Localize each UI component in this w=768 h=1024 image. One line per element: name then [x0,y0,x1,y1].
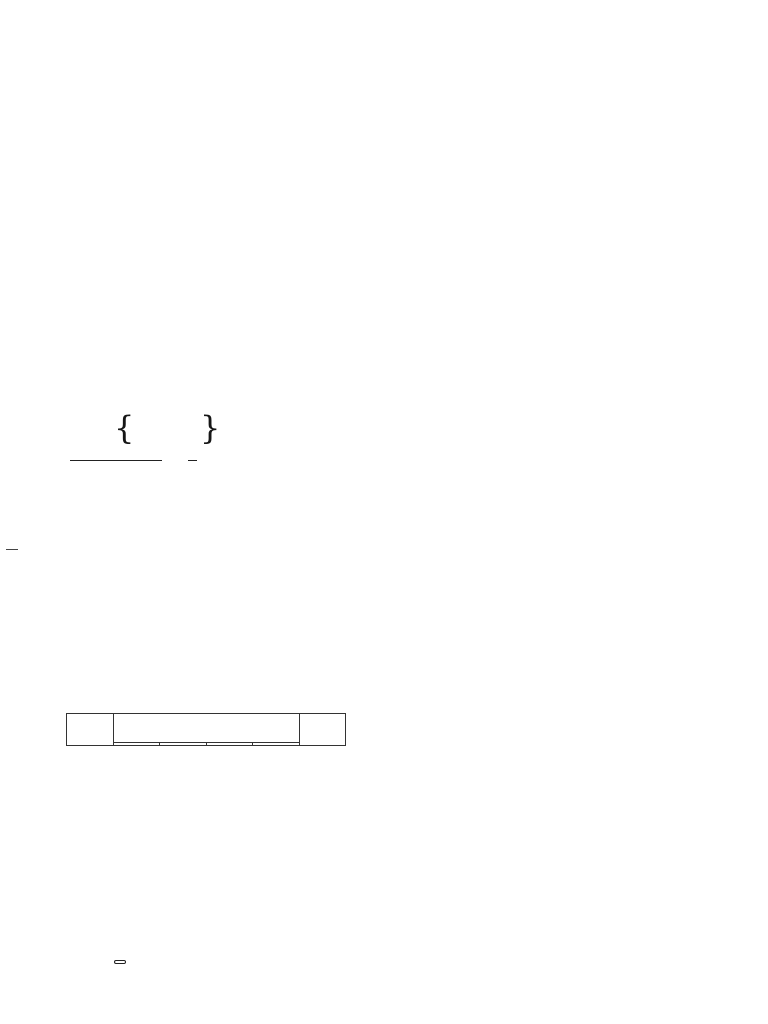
page-2 [384,0,768,540]
half-x-num [188,460,197,461]
transition-matrix [92,942,212,1004]
page-4 [384,560,768,1024]
mesh-left-labels [494,108,526,188]
th-average [160,743,207,746]
researcher-table [66,713,346,746]
square-mesh [494,96,714,208]
matrix-body [114,960,126,964]
page-3 [0,560,384,1024]
right-brace: } [200,409,221,447]
page-1 [0,0,384,540]
integral-expression [48,460,348,500]
mesh-top-labels [530,96,650,108]
mesh-right-labels [634,108,674,188]
th-below-average [113,743,160,746]
left-brace: { [114,409,135,447]
deflection-head-row [456,754,466,755]
mesh-bottom-labels [530,192,650,204]
deflection-table [456,754,466,755]
piecewise-function [72,409,372,454]
integrand-numerator [70,460,162,461]
th-genius [253,743,300,746]
th-above-average [206,743,253,746]
sheet-divider [6,549,18,550]
th-researcher [67,714,114,746]
th-students [113,714,299,743]
th-total [299,714,346,746]
